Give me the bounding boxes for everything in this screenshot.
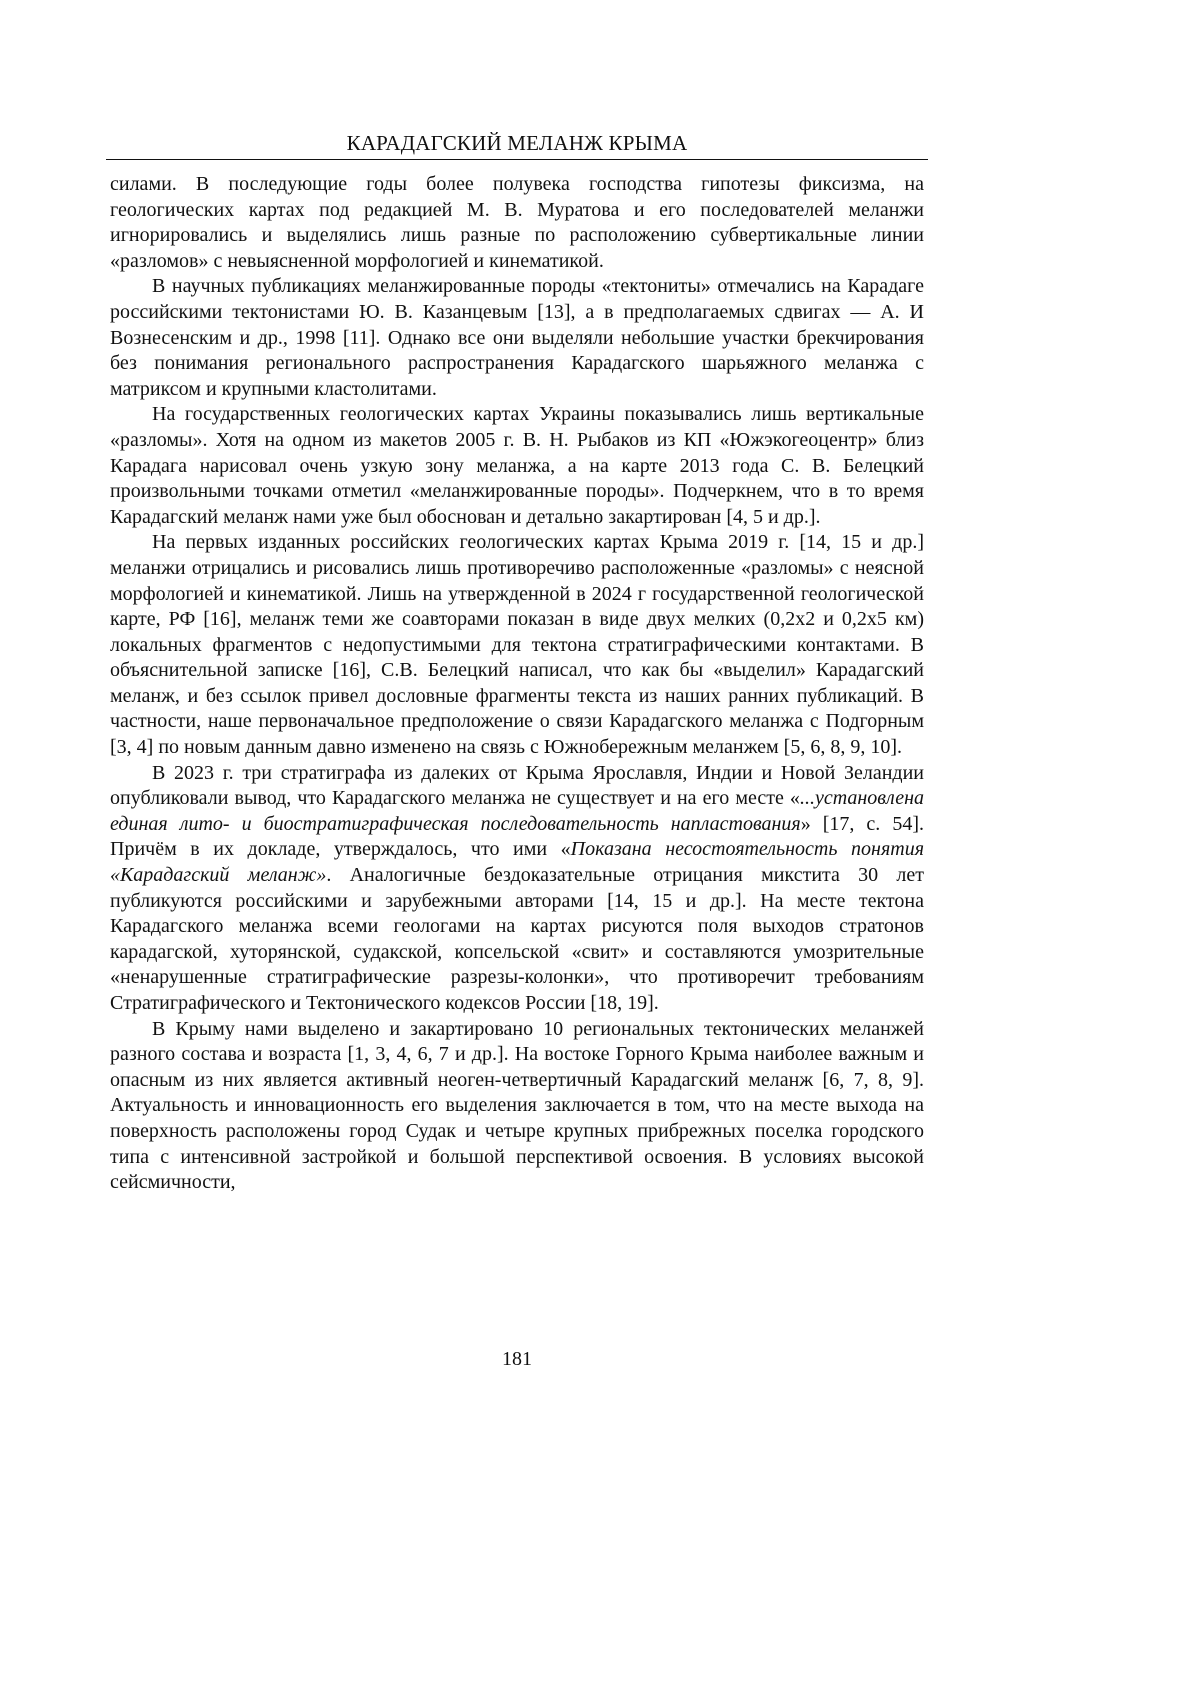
text-run: В научных публикациях меланжированные породы «тектониты» отмечались на Карадаге российскими тектонистами Ю. В. Казанцевым [13], а в предполагаемых сдвигах — А. И Вознесенским и др., 1998 [11]. Однако все они выделяли небольшие участки брекчирования без понимания регионального распространения Карадагского шарьяжного меланжа с матриксом и крупными кластолитами. (110, 275, 924, 399)
italic-quote: ...установлена единая лито- и биостратиграфическая последовательность напластования (110, 787, 924, 835)
header-rule-line (106, 159, 928, 160)
document-page (110, 0, 924, 1697)
paragraph-6 (110, 1017, 924, 1196)
text-run: силами. В последующие годы более полувека господства гипотезы фиксизма, на геологических картах под редакцией М. В. Муратова и его последователей меланжи игнорировались и выделялись лишь разные по расположению субвертикальные линии «разломов» с невыясненной морфологией и кинематикой. (110, 173, 924, 272)
running-header-title: КАРАДАГСКИЙ МЕЛАНЖ КРЫМА (110, 130, 924, 156)
italic-quote: Показана несостоятельность понятия «Карадагский меланж» (110, 838, 924, 886)
text-run: На первых изданных российских геологических картах Крыма 2019 г. [14, 15 и др.] меланжи отрицались и рисовались лишь противоречиво расположенные «разломы» с неясной морфологией и кинематикой. Лишь на утвержденной в 2024 г государственной геологической карте, РФ [16], меланж теми же соавторами показан в виде двух мелких (0,2х2 и 0,2х5 км) локальных фрагментов с недопустимыми для тектона стратиграфическими контактами. В объяснительной записке [16], С.В. Белецкий написал, что как бы «выделил» Карадагский меланж, и без ссылок привел дословные фрагменты текста из наших ранних публикаций. В частности, наше первоначальное предположение о связи Карадагского меланжа с Подгорным [3, 4] по новым данным давно изменено на связь с Южнобережным меланжем [5, 6, 8, 9, 10]. (110, 531, 924, 758)
text-run: На государственных геологических картах Украины показывались лишь вертикальные «разломы». Хотя на одном из макетов 2005 г. В. Н. Рыбаков из КП «Южэкогеоцентр» близ Карадага нарисовал очень узкую зону меланжа, а на карте 2013 года С. В. Белецкий произвольными точками отметил «меланжированные породы». Подчеркнем, что в то время Карадагский меланж нами уже был обоснован и детально закартирован [4, 5 и др.]. (110, 403, 924, 527)
text-run: » [17, с. 54]. Причём в их докладе, утверждалось, что ими « (110, 813, 924, 861)
paragraph-1 (110, 172, 924, 274)
paragraph-4 (110, 530, 924, 760)
paragraph-2 (110, 274, 924, 402)
page-number: 181 (110, 1347, 924, 1371)
text-run: . Аналогичные бездоказательные отрицания микстита 30 лет публикуются российскими и зарубежными авторами [14, 15 и др.]. На месте тектона Карадагского меланжа всеми геологами на картах рисуются поля выходов стратонов карадагской, хуторянской, судакской, копсельской «свит» и составляются умозрительные «ненарушенные стратиграфические разрезы-колонки», что противоречит требованиям Стратиграфического и Тектонического кодексов России [18, 19]. (110, 864, 924, 1014)
paragraph-5 (110, 761, 924, 1017)
text-run: В 2023 г. три стратиграфа из далеких от Крыма Ярославля, Индии и Новой Зеландии опубликовали вывод, что Карадагского меланжа не существует и на его месте « (110, 762, 924, 810)
body-text (110, 172, 924, 1196)
paragraph-3 (110, 402, 924, 530)
text-run: В Крыму нами выделено и закартировано 10 региональных тектонических меланжей разного состава и возраста [1, 3, 4, 6, 7 и др.]. На востоке Горного Крыма наиболее важным и опасным из них является активный неоген-четвертичный Карадагский меланж [6, 7, 8, 9]. Актуальность и инновационность его выделения заключается в том, что на месте выхода на поверхность расположены город Судак и четыре крупных прибрежных поселка городского типа с интенсивной застройкой и большой перспективой освоения. В условиях высокой сейсмичности, (110, 1018, 924, 1194)
